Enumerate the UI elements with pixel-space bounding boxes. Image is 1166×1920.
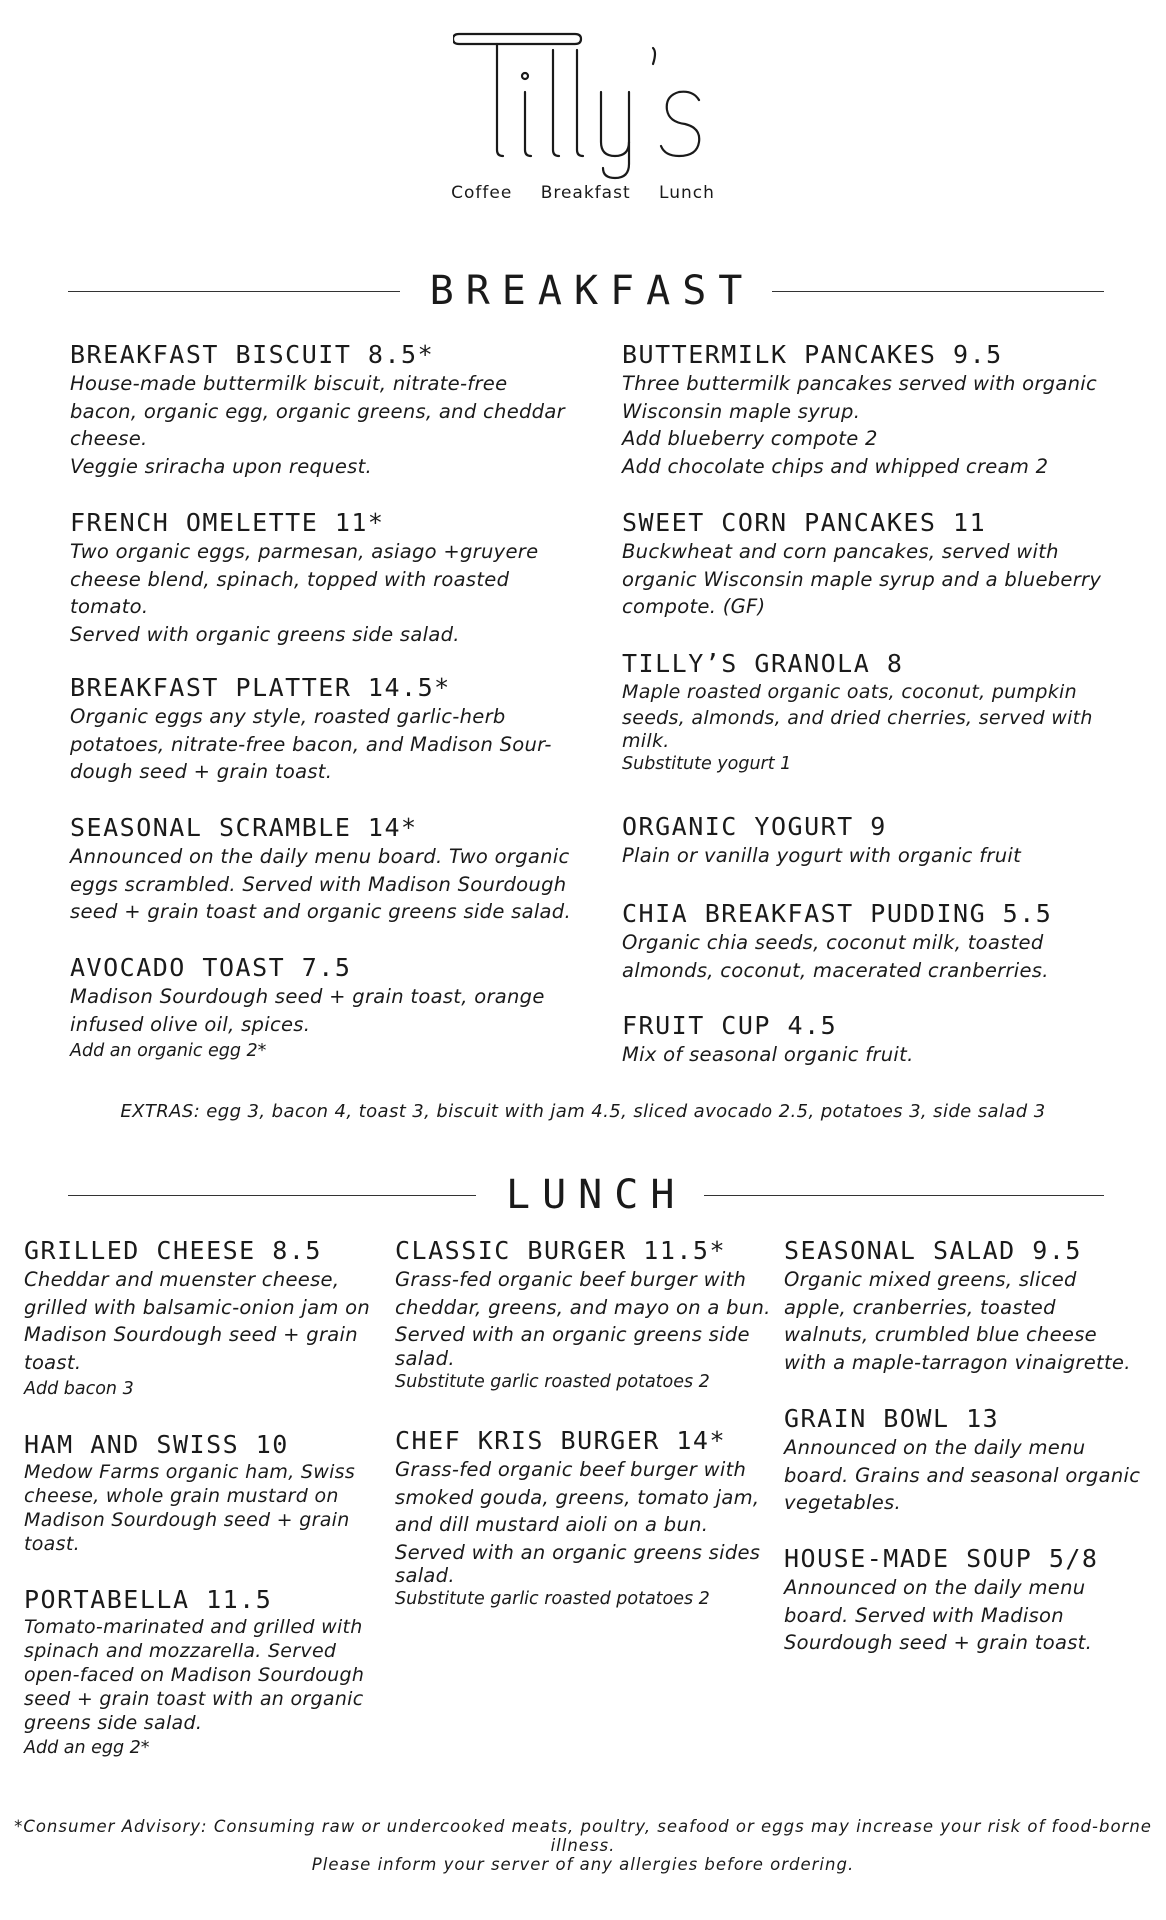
desc-line: Madison Sourdough seed + grain xyxy=(24,1323,358,1346)
desc-line: Three buttermilk pancakes served with organic xyxy=(622,372,1097,395)
menu-item-house-made-soup xyxy=(784,1544,1154,1657)
item-name: TILLY’S GRANOLA 8 xyxy=(622,649,904,678)
breakfast-extras: EXTRAS: egg 3, bacon 4, toast 3, biscuit with jam 4.5, sliced avocado 2.5, potatoes 3, side salad 3 xyxy=(120,1101,1046,1122)
item-note: Substitute garlic roasted potatoes 2 xyxy=(395,1371,710,1392)
desc-line: toast. xyxy=(24,1350,82,1374)
desc-line: spinach and mozzarella. Served xyxy=(24,1640,337,1662)
desc-line: vegetables. xyxy=(784,1491,901,1514)
divider-rule xyxy=(68,291,400,292)
desc-line: compote. (GF) xyxy=(622,595,766,618)
tillys-logo-icon xyxy=(453,30,713,180)
desc-line: Announced on the daily menu xyxy=(784,1576,1086,1599)
desc-line: Announced on the daily menu board. Two organic xyxy=(70,845,570,868)
desc-line: cheddar, greens, and mayo on a bun. xyxy=(395,1295,771,1319)
item-name: HAM AND SWISS 10 xyxy=(24,1430,289,1459)
item-description xyxy=(24,1460,384,1556)
item-name: CHIA BREAKFAST PUDDING 5.5 xyxy=(622,899,1053,928)
item-name: BREAKFAST PLATTER 14.5* xyxy=(70,673,451,702)
desc-line: Maple roasted organic oats, coconut, pumpkin xyxy=(622,681,1077,703)
desc-line: apple, cranberries, toasted xyxy=(784,1295,1056,1319)
item-description xyxy=(784,1434,1154,1517)
desc-line: bacon, organic egg, organic greens, and cheddar xyxy=(70,399,565,423)
desc-line: toast. xyxy=(24,1533,80,1555)
menu-item-breakfast-biscuit xyxy=(70,340,590,480)
menu-item-tillys-granola xyxy=(622,649,1122,778)
item-description xyxy=(622,538,1122,621)
menu-item-french-omelette xyxy=(70,508,590,648)
desc-line: Add chocolate chips and whipped cream 2 xyxy=(622,454,1049,478)
desc-line: open-faced on Madison Sourdough xyxy=(24,1664,365,1686)
menu-item-grain-bowl xyxy=(784,1404,1154,1517)
desc-line: Served with organic greens side salad. xyxy=(70,622,460,646)
desc-line: and dill mustard aioli on a bun. xyxy=(395,1513,709,1536)
item-name: PORTABELLA 11.5 xyxy=(24,1585,273,1614)
item-name: GRAIN BOWL 13 xyxy=(784,1404,1000,1433)
item-description xyxy=(24,1266,384,1376)
item-name: FRENCH OMELETTE 11* xyxy=(70,508,385,537)
desc-line: board. Served with Madison xyxy=(784,1603,1064,1627)
desc-line: Grass-fed organic beef burger with xyxy=(395,1268,747,1291)
desc-line: Plain or vanilla yogurt with organic fruit xyxy=(622,844,1022,867)
desc-line: eggs scrambled. Served with Madison Sourdough xyxy=(70,872,567,896)
desc-line: grilled with balsamic-onion jam on xyxy=(24,1295,371,1319)
desc-line: Wisconsin maple syrup. xyxy=(622,399,861,423)
menu-item-chef-kris-burger xyxy=(395,1426,770,1613)
item-name: HOUSE-MADE SOUP 5/8 xyxy=(784,1544,1099,1573)
item-name: FRUIT CUP 4.5 xyxy=(622,1011,838,1040)
desc-line: Organic chia seeds, coconut milk, toasted xyxy=(622,931,1044,954)
item-name: BREAKFAST BISCUIT 8.5* xyxy=(70,340,435,369)
item-description xyxy=(395,1456,770,1586)
lunch-title: LUNCH xyxy=(506,1172,687,1218)
desc-line: Madison Sourdough seed + grain xyxy=(24,1509,350,1531)
item-note: Substitute yogurt 1 xyxy=(622,754,792,774)
allergy-note: Please inform your server of any allergies before ordering. xyxy=(311,1855,855,1874)
menu-item-buttermilk-pancakes xyxy=(622,340,1122,480)
consumer-advisory: *Consumer Advisory: Consuming raw or undercooked meats, poultry, seafood or eggs may increase your risk of food-borne illness. xyxy=(14,1817,1152,1855)
desc-line: seed + grain toast with an organic xyxy=(24,1688,364,1710)
breakfast-title: BREAKFAST xyxy=(429,268,755,314)
desc-line: Medow Farms organic ham, Swiss xyxy=(24,1461,356,1483)
tagline: Coffee Breakfast Lunch xyxy=(451,183,715,203)
item-name: GRILLED CHEESE 8.5 xyxy=(24,1236,322,1265)
desc-line: Served with an organic greens sides xyxy=(395,1540,761,1564)
desc-line: potatoes, nitrate-free bacon, and Madison Sour- xyxy=(70,732,552,756)
desc-line: Sourdough seed + grain toast. xyxy=(784,1631,1093,1654)
desc-line: cheese, whole grain mustard on xyxy=(24,1485,339,1507)
desc-line: Buckwheat and corn pancakes, served with xyxy=(622,540,1059,563)
desc-line: dough seed + grain toast. xyxy=(70,760,333,783)
menu-item-grilled-cheese xyxy=(24,1236,384,1403)
item-description xyxy=(622,1041,1122,1069)
desc-line: Grass-fed organic beef burger with xyxy=(395,1458,747,1481)
logo xyxy=(0,30,1166,180)
desc-line: greens side salad. xyxy=(24,1712,203,1734)
menu-item-portabella xyxy=(24,1585,384,1762)
desc-line: with a maple-tarragon vinaigrette. xyxy=(784,1350,1131,1374)
desc-line: Madison Sourdough seed + grain toast, orange xyxy=(70,985,545,1008)
item-description xyxy=(622,929,1122,984)
item-description xyxy=(784,1574,1154,1657)
desc-line: milk. xyxy=(622,730,670,752)
desc-line: salad. xyxy=(395,1564,455,1587)
desc-line: cheese. xyxy=(70,427,148,450)
item-note: Add bacon 3 xyxy=(24,1379,134,1399)
item-description xyxy=(70,370,590,480)
item-description xyxy=(70,703,590,786)
desc-line: Two organic eggs, parmesan, asiago +gruyere xyxy=(70,540,539,563)
item-name: SEASONAL SALAD 9.5 xyxy=(784,1236,1082,1265)
desc-line: Mix of seasonal organic fruit. xyxy=(622,1043,914,1066)
menu-item-chia-breakfast-pudding xyxy=(622,899,1122,984)
desc-line: organic Wisconsin maple syrup and a blueberry xyxy=(622,567,1102,591)
desc-line: Organic eggs any style, roasted garlic-herb xyxy=(70,705,506,728)
menu-item-fruit-cup xyxy=(622,1011,1122,1069)
desc-line: infused olive oil, spices. xyxy=(70,1012,311,1036)
item-name: BUTTERMILK PANCAKES 9.5 xyxy=(622,340,1003,369)
desc-line: seeds, almonds, and dried cherries, served with xyxy=(622,707,1093,729)
menu-item-ham-and-swiss xyxy=(24,1430,384,1556)
desc-line: House-made buttermilk biscuit, nitrate-free xyxy=(70,372,508,395)
menu-item-avocado-toast xyxy=(70,953,590,1065)
item-description xyxy=(24,1615,384,1735)
item-note: Add an egg 2* xyxy=(24,1738,150,1758)
item-name: CHEF KRIS BURGER 14* xyxy=(395,1426,727,1455)
desc-line: Tomato-marinated and grilled with xyxy=(24,1616,363,1638)
desc-line: smoked gouda, greens, tomato jam, xyxy=(395,1485,760,1509)
item-description xyxy=(70,843,590,926)
desc-line: Add blueberry compote 2 xyxy=(622,427,878,450)
desc-line: Served with an organic greens side xyxy=(395,1323,750,1346)
item-description xyxy=(395,1266,770,1369)
desc-line: Organic mixed greens, sliced xyxy=(784,1268,1077,1291)
desc-line: salad. xyxy=(395,1346,455,1370)
item-name: SEASONAL SCRAMBLE 14* xyxy=(70,813,418,842)
item-name: ORGANIC YOGURT 9 xyxy=(622,812,887,841)
menu-item-sweet-corn-pancakes xyxy=(622,508,1122,621)
item-name: CLASSIC BURGER 11.5* xyxy=(395,1236,727,1265)
divider-rule xyxy=(772,291,1104,292)
desc-line: Cheddar and muenster cheese, xyxy=(24,1268,340,1291)
lunch-section-header xyxy=(68,1172,1104,1218)
item-note: Substitute garlic roasted potatoes 2 xyxy=(395,1589,710,1609)
item-description xyxy=(70,983,590,1038)
desc-line: Veggie sriracha upon request. xyxy=(70,454,373,478)
item-name: AVOCADO TOAST 7.5 xyxy=(70,953,352,982)
menu-item-breakfast-platter xyxy=(70,673,590,786)
divider-rule xyxy=(68,1195,476,1196)
menu-item-seasonal-salad xyxy=(784,1236,1154,1376)
item-description xyxy=(784,1266,1154,1376)
breakfast-section-header xyxy=(68,268,1104,314)
desc-line: almonds, coconut, macerated cranberries. xyxy=(622,958,1049,982)
divider-rule xyxy=(704,1195,1104,1196)
desc-line: board. Grains and seasonal organic xyxy=(784,1463,1141,1487)
desc-line: walnuts, crumbled blue cheese xyxy=(784,1323,1097,1346)
desc-line: seed + grain toast and organic greens side salad. xyxy=(70,900,571,923)
menu-item-classic-burger xyxy=(395,1236,770,1396)
item-name: SWEET CORN PANCAKES 11 xyxy=(622,508,987,537)
item-note: Add an organic egg 2* xyxy=(70,1041,267,1061)
item-description xyxy=(622,679,1122,751)
item-description xyxy=(70,538,590,648)
menu-item-seasonal-scramble xyxy=(70,813,590,926)
desc-line: tomato. xyxy=(70,595,149,618)
desc-line: cheese blend, spinach, topped with roasted xyxy=(70,567,510,591)
desc-line: Announced on the daily menu xyxy=(784,1436,1086,1459)
item-description xyxy=(622,370,1122,480)
menu-item-organic-yogurt xyxy=(622,812,1122,870)
item-description xyxy=(622,842,1122,870)
